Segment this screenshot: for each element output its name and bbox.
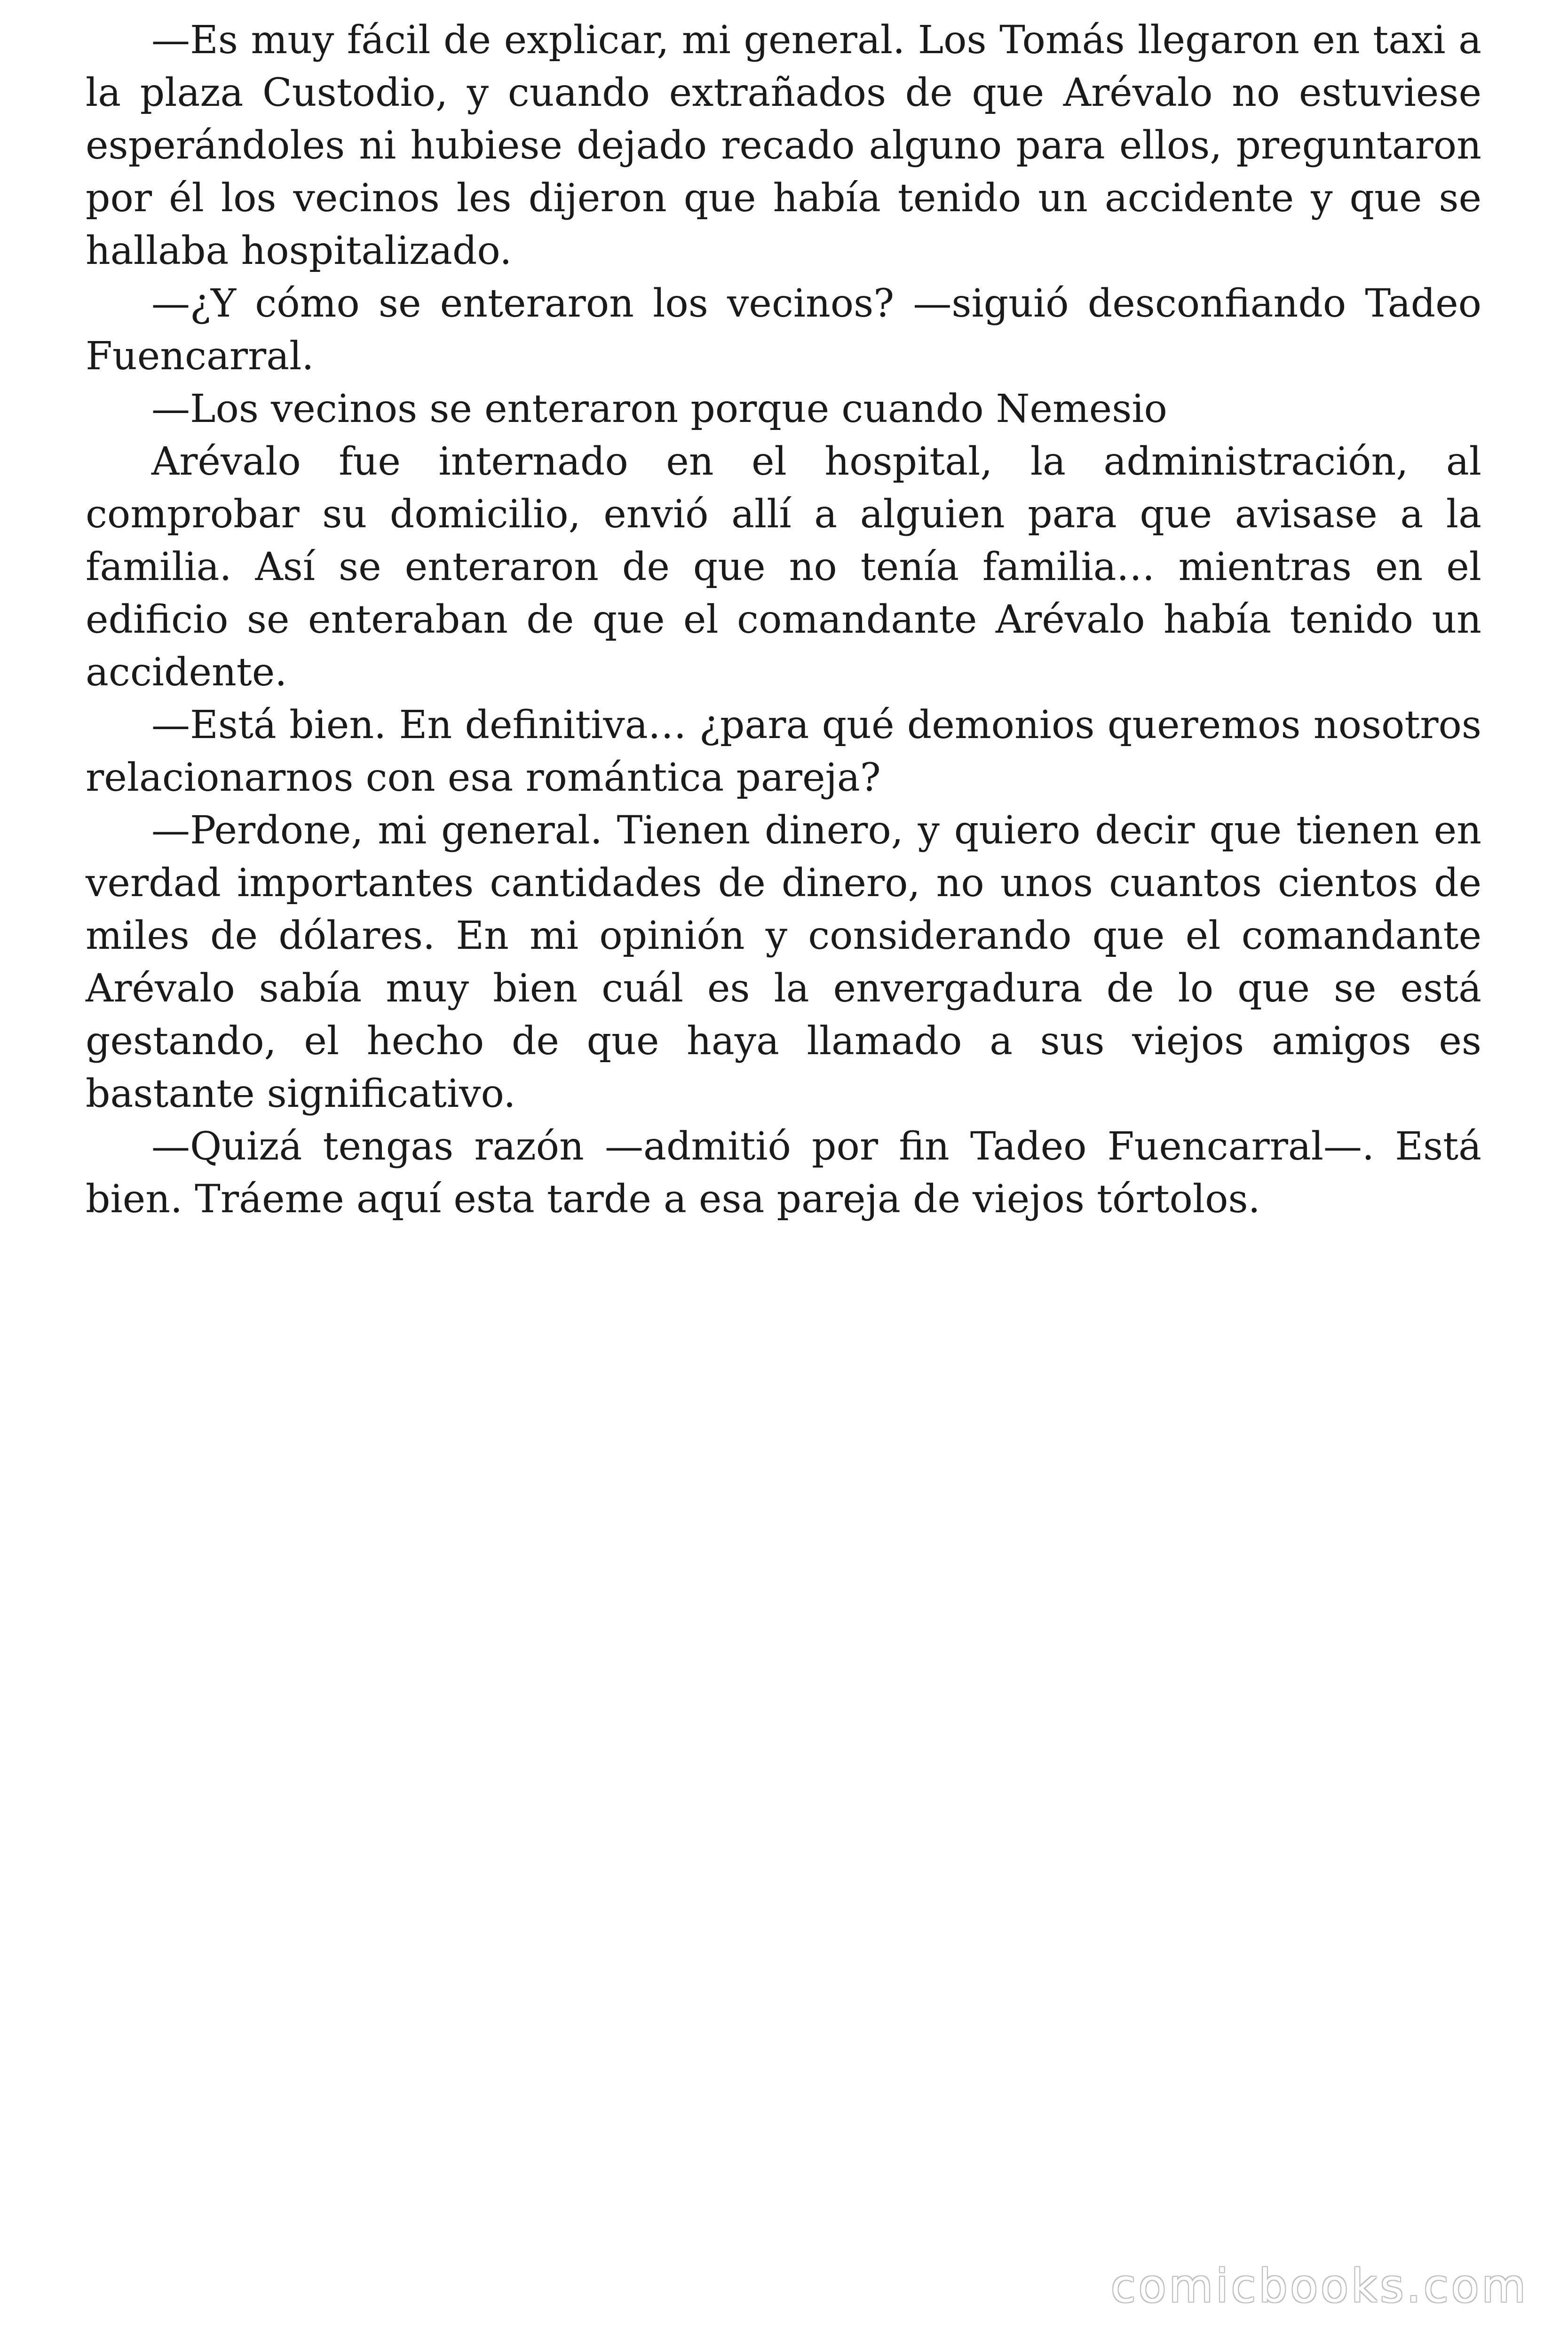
paragraph: —Es muy fácil de explicar, mi general. Los Tomás llegaron en taxi a la plaza Custodio, y cuando extrañados de que Arévalo no estuviese esperándoles ni hubiese dejado recado alguno para ellos, preguntaron por él los vecinos les dijeron que había tenido un accidente y que se hallaba hospitalizado. <box>86 18 1481 273</box>
paragraph: —Quizá tengas razón —admitió por fin Tadeo Fuencarral—. Está bien. Tráeme aquí esta tarde a esa pareja de viejos tórtolos. <box>86 1124 1481 1222</box>
paragraph: —Los vecinos se enteraron porque cuando Nemesio <box>151 387 1167 431</box>
paragraph: —Perdone, mi general. Tienen dinero, y quiero decir que tienen en verdad importantes cantidades de dinero, no unos cuantos cientos de miles de dólares. En mi opinión y considerando que el comandante Arévalo sabía muy bien cuál es la envergadura de lo que se está gestando, el hecho de que haya llamado a sus viejos amigos es bastante significativo. <box>86 808 1481 1116</box>
page-body <box>86 14 1481 1226</box>
watermark: comicbooks.com <box>1110 2260 1528 2312</box>
paragraph: —¿Y cómo se enteraron los vecinos? —siguió desconfiando Tadeo Fuencarral. <box>86 281 1481 379</box>
paragraph: Arévalo fue internado en el hospital, la administración, al comprobar su domicilio, envió allí a alguien para que avisase a la familia. Así se enteraron de que no tenía familia… mientras en el edificio se enteraban de que el comandante Arévalo había tenido un accidente. <box>86 439 1481 695</box>
paragraph: —Está bien. En definitiva… ¿para qué demonios queremos nosotros relacionarnos con esa romántica pareja? <box>86 703 1481 800</box>
